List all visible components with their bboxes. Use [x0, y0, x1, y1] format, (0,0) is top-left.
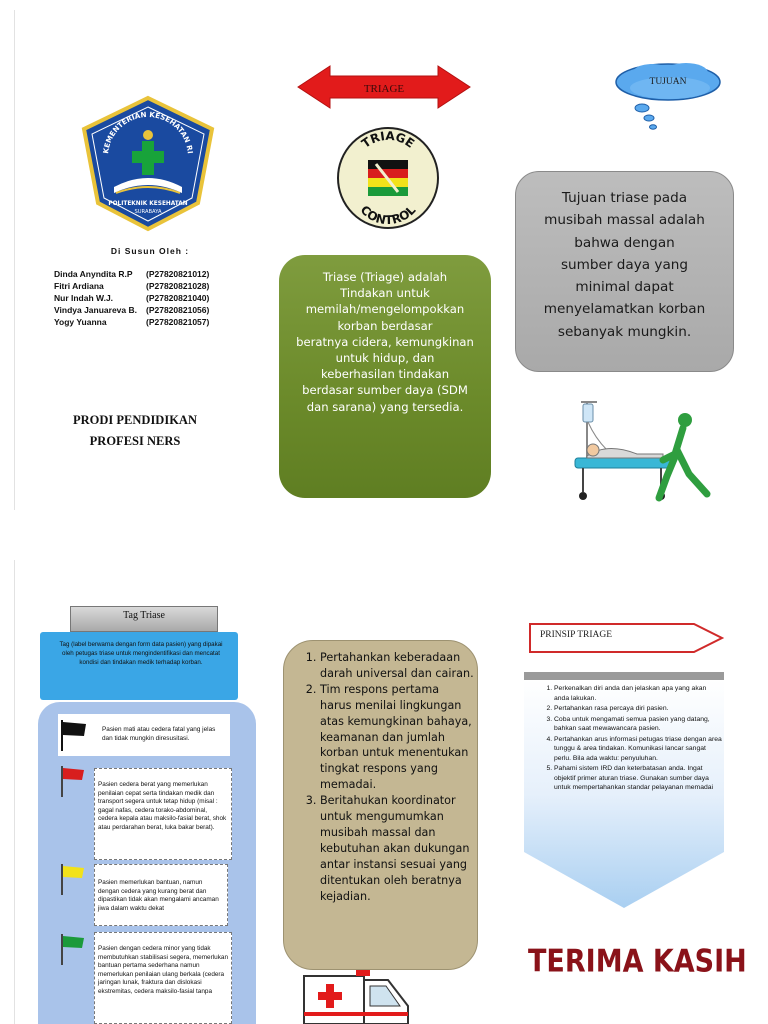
kemenkes-logo	[78, 95, 218, 233]
tujuan-line: menyelamatkan korban	[543, 301, 706, 318]
author-nim: (P27820821057)	[146, 317, 210, 327]
author-name: Vindya Januareva B.	[54, 305, 137, 315]
tujuan-line: Tujuan triase pada	[561, 190, 688, 206]
definition-line: berdasar sumber daya (SDM	[302, 383, 468, 398]
author-nim: (P27820821012)	[146, 269, 210, 279]
triage-control-top: TRIAGE	[359, 128, 417, 151]
tag-description: Tag (label berwarna dengan form data pasien) yang dipakai oleh petugas triase untuk mengindentifikasi dan mencatat kondisi dan tindakan medik terhadap korban.	[59, 641, 223, 666]
tujuan-cloud	[612, 62, 724, 134]
author-nim: (P27820821040)	[146, 293, 210, 303]
author-row	[54, 280, 254, 292]
prinsip-item: 1. Perkenalkan diri anda dan jelaskan apa yang akan anda lakukan.	[554, 684, 722, 703]
triage-arrow-label: TRIAGE	[363, 83, 405, 95]
author-row	[54, 316, 254, 328]
definition-line: korban berdasar	[337, 318, 433, 333]
tag-red-card	[94, 768, 232, 860]
triage-control-bottom: CONTROL	[357, 202, 419, 228]
prinsip-item: 5. Pahami sistem IRD dan keterbatasan anda. Ingat objektif primer aturan triase. Gunakan sumber daya untuk mempertahankan standar pelayanan memadai	[554, 764, 722, 793]
tag-red-text: Pasien cedera berat yang memerlukan penilaian cepat serta tindakan medik dan transport segera untuk tetap hidup (misal : gagal nafas, cedera torako-abdominal, cedera kepala atau maksilo-fasial berat, shok atau perdarahan berat, luka bakar berat).	[98, 781, 227, 831]
tag-green-card	[94, 932, 232, 1024]
tag-black-card	[58, 714, 230, 756]
author-name: Yogy Yuanna	[54, 317, 107, 327]
prinsip-item: 4. Pertahankan arus informasi petugas triase dengan area tunggu & area tindakan. Komunikasi lancar sangat perlu. Bila ada waktu: penyuluhan.	[554, 735, 722, 764]
authors-list	[54, 268, 254, 328]
red-flag-icon	[58, 764, 88, 798]
closing-title: TERIMA KASIH	[528, 944, 747, 980]
tag-green-text: Pasien dengan cedera minor yang tidak membutuhkan stabilisasi segera, memerlukan bantuan pertama sederhana namun memerlukan penilaian ulang berkala (cedera jaringan lunak, fraktura dan dislokasi ekstremitas, cedera maksilo-fasial tanpa	[98, 945, 229, 995]
steps-item: 1. Pertahankan keberadaan darah universal dan cairan.	[320, 650, 474, 682]
ambulance-illustration	[300, 966, 414, 1024]
prinsip-list	[540, 684, 722, 794]
tag-yellow-text: Pasien memerlukan bantuan, namun dengan cedera yang kurang berat dan dipastikan tidak akan mengalami ancaman jiwa dalam waktu dekat	[98, 879, 219, 912]
tag-triase-header: Tag Triase	[70, 606, 218, 632]
yellow-flag-icon	[58, 862, 88, 896]
definition-line: untuk hidup, dan	[335, 351, 435, 366]
tujuan-box	[515, 171, 734, 372]
tujuan-line: bahwa dengan	[574, 234, 675, 251]
prinsip-item: 2. Pertahankan rasa percaya diri pasien.	[554, 704, 722, 714]
author-nim: (P27820821056)	[146, 305, 210, 315]
author-name: Fitri Ardiana	[54, 281, 104, 291]
prodi-line2: PROFESI NERS	[89, 434, 181, 448]
steps-list	[304, 650, 474, 905]
tujuan-cloud-label: TUJUAN	[649, 77, 687, 87]
logo-text-bottom2: SURABAYA	[134, 209, 162, 215]
tujuan-line: minimal dapat	[575, 279, 674, 296]
definition-line: dan sarana) yang tersedia.	[306, 399, 464, 414]
definition-line: keberhasilan tindakan	[320, 367, 450, 382]
steps-item: 2. Tim respons pertama harus menilai lingkungan atas kemungkinan bahaya, keamanan dan jumlah korban untuk menentukan tingkat respons yang memadai.	[320, 682, 474, 793]
authors-title: Di Susun Oleh :	[110, 246, 190, 256]
triage-control-badge	[336, 126, 440, 230]
definition-line: beratnya cidera, kemungkinan	[296, 334, 474, 349]
tujuan-line: sebanyak mungkin.	[557, 323, 692, 340]
definition-line: Triase (Triage) adalah	[322, 270, 448, 284]
tujuan-line: sumber daya yang	[560, 256, 689, 273]
author-row	[54, 304, 254, 316]
prodi-title	[60, 410, 210, 452]
green-flag-icon	[58, 932, 88, 966]
black-flag-icon	[58, 718, 88, 752]
prinsip-item: 3. Coba untuk mengamati semua pasien yang datang, bahkan saat mewawancara pasien.	[554, 715, 722, 734]
prodi-line1: PRODI PENDIDIKAN	[73, 413, 197, 427]
author-name: Dinda Anyndita R.P	[54, 269, 133, 279]
author-nim: (P27820821028)	[146, 281, 210, 291]
tag-yellow-card	[94, 864, 228, 926]
page-edge-top	[14, 10, 15, 510]
author-row	[54, 268, 254, 280]
definition-line: memilah/mengelompokkan	[305, 302, 465, 317]
author-row	[54, 292, 254, 304]
author-name: Nur Indah W.J.	[54, 293, 114, 303]
definition-line: Tindakan untuk	[340, 286, 430, 301]
triage-double-arrow	[296, 64, 472, 110]
stretcher-illustration	[567, 398, 719, 508]
logo-text-top: KEMENTERIAN KESEHATAN RI	[101, 109, 195, 155]
steps-item: 3. Beritahukan koordinator untuk mengumumkan musibah massal dan kebutuhan akan dukungan antar instansi sesuai yang ditentukan oleh beratnya kejadian.	[320, 793, 474, 904]
tujuan-line: musibah massal adalah	[544, 212, 705, 229]
triage-definition-box	[279, 255, 491, 498]
logo-text-bottom1: POLITEKNIK KESEHATAN	[108, 201, 188, 207]
page-edge-bottom	[14, 560, 15, 1024]
prinsip-arrow	[528, 622, 724, 654]
prinsip-label: PRINSIP TRIAGE	[540, 630, 613, 640]
tag-black-text: Pasien mati atau cedera fatal yang jelas dan tidak mungkin diresusitasi.	[102, 726, 216, 742]
